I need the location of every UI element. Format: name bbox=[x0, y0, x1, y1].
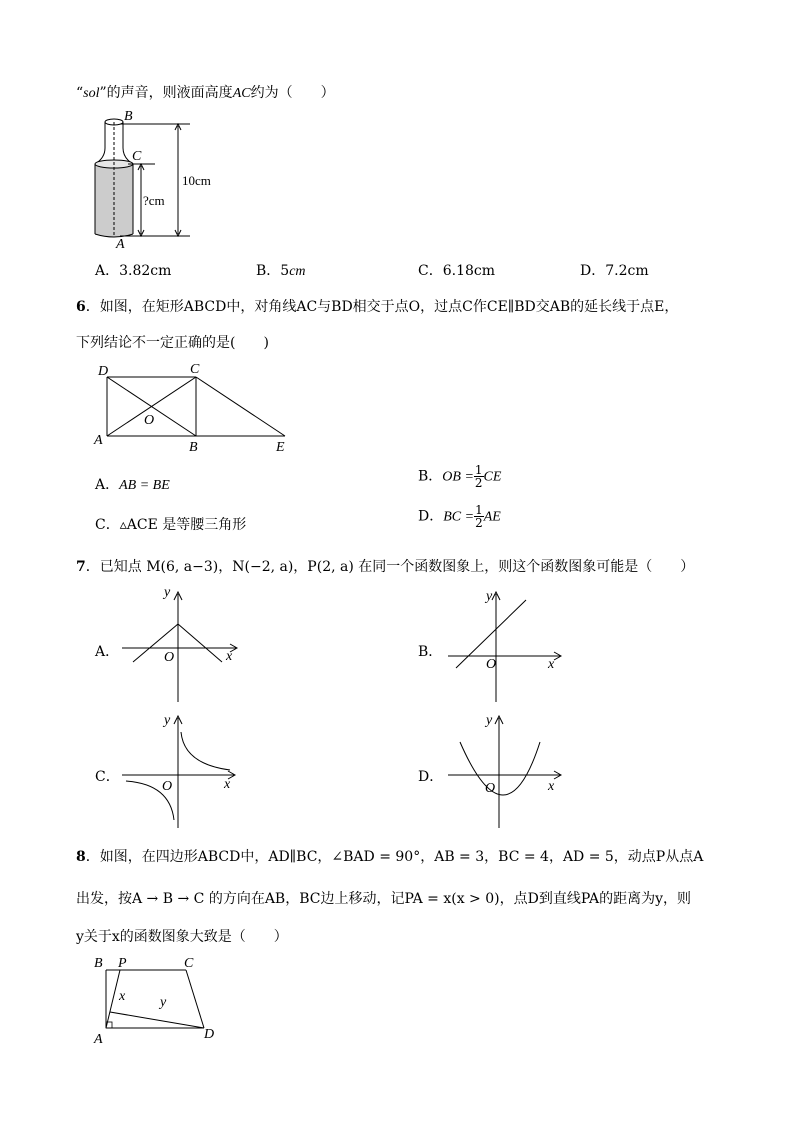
q6-option-d-left: BC = bbox=[443, 509, 475, 525]
q5-option-b-label: B． bbox=[256, 263, 281, 279]
q5-label-a: A bbox=[116, 237, 125, 252]
q7-stem-text: ．已知点 M(6, a−3)，N(−2, a)，P(2, a) 在同一个函数图象上，则这个函数图象可能是（ ） bbox=[85, 559, 695, 575]
q8-label-b: B bbox=[94, 956, 103, 971]
q5-option-b[interactable] bbox=[256, 260, 306, 280]
q7-graph-b[interactable] bbox=[444, 588, 574, 708]
q6-label-c: C bbox=[190, 362, 200, 377]
q6-label-b: B bbox=[189, 440, 198, 455]
q6-option-d-num: 1 bbox=[475, 503, 483, 517]
q5-option-c[interactable]: C．6.18cm bbox=[418, 263, 495, 279]
q6-option-d-label: D． bbox=[418, 508, 444, 525]
q6-option-b-left: OB = bbox=[442, 469, 474, 485]
q6-label-e: E bbox=[276, 440, 285, 455]
q6-label-d: D bbox=[98, 364, 109, 379]
q6-option-d[interactable] bbox=[418, 504, 501, 529]
q7-d-y-label: y bbox=[486, 713, 493, 728]
q5-option-d[interactable]: D．7.2cm bbox=[580, 263, 649, 279]
q6-option-a-label: A． bbox=[95, 477, 120, 493]
q7-a-y-label: y bbox=[164, 585, 171, 600]
q6-rectangle-figure bbox=[90, 360, 300, 456]
q7-a-origin: O bbox=[164, 650, 175, 665]
q6-stem-line2: 下列结论不一定正确的是( ) bbox=[76, 335, 269, 351]
q7-option-c-label[interactable]: C． bbox=[95, 769, 120, 785]
q5-ac: AC bbox=[232, 86, 251, 101]
q7-c-y-label: y bbox=[164, 713, 171, 728]
q8-label-d: D bbox=[204, 1027, 215, 1042]
q7-stem bbox=[76, 556, 694, 576]
q6-stem-line1 bbox=[76, 296, 678, 316]
q6-option-a[interactable] bbox=[95, 474, 170, 494]
q5-label-c: C bbox=[132, 149, 142, 164]
q5-open-quote: “ bbox=[76, 85, 84, 101]
q6-option-b-fraction bbox=[474, 464, 484, 489]
q6-option-a-text: AB = BE bbox=[119, 478, 170, 493]
q6-option-c[interactable] bbox=[95, 514, 246, 534]
q5-label-b: B bbox=[124, 109, 133, 124]
q8-stem-line1 bbox=[76, 846, 703, 866]
q5-stem-rest: ”的声音，则液面高度 bbox=[99, 85, 233, 101]
q7-b-x-label: x bbox=[548, 657, 555, 672]
q8-stem-line2: 出发，按A → B → C 的方向在AB，BC边上移动，记PA = x(x > 0)，点D到直线PA的距离为y，则 bbox=[76, 891, 691, 907]
q8-label-y: y bbox=[160, 995, 167, 1010]
q7-option-d-label[interactable]: D． bbox=[418, 769, 444, 785]
q6-option-c-text: ▵ACE 是等腰三角形 bbox=[119, 517, 247, 533]
q5-option-a[interactable]: A．3.82cm bbox=[95, 263, 172, 279]
q5-label-qcm: ?cm bbox=[143, 193, 165, 208]
q7-graph-d[interactable] bbox=[444, 712, 574, 832]
q8-label-p: P bbox=[118, 956, 127, 971]
q7-a-x-label: x bbox=[226, 649, 233, 664]
q8-quadrilateral-figure bbox=[90, 950, 230, 1045]
q5-sol: sol bbox=[83, 86, 100, 101]
q5-bottle-figure bbox=[80, 108, 230, 252]
q6-label-o: O bbox=[144, 413, 155, 428]
q7-option-b-label[interactable]: B． bbox=[418, 644, 443, 660]
q8-line1-text: ．如图，在四边形ABCD中，AD∥BC，∠BAD = 90°，AB = 3，BC = 4，AD = 5，动点P从点A bbox=[85, 849, 704, 865]
q6-option-b-num: 1 bbox=[474, 463, 483, 477]
q6-line1-text: ．如图，在矩形ABCD中，对角线AC与BD相交于点O，过点C作CE∥BD交AB的延长线于点E， bbox=[85, 299, 679, 315]
q8-stem-line3: y关于x的函数图象大致是（ ） bbox=[76, 929, 288, 945]
q7-d-x-label: x bbox=[548, 779, 555, 794]
q7-option-a-label[interactable]: A． bbox=[95, 644, 120, 660]
q5-label-10cm: 10cm bbox=[182, 173, 211, 188]
q8-label-c: C bbox=[184, 956, 194, 971]
q7-c-x-label: x bbox=[224, 777, 231, 792]
q7-b-y-label: y bbox=[486, 589, 493, 604]
q6-option-c-label: C． bbox=[95, 517, 120, 533]
q6-option-d-right: AE bbox=[483, 509, 501, 525]
q6-option-b-label: B． bbox=[418, 468, 443, 485]
q7-b-origin: O bbox=[486, 657, 497, 672]
q7-d-origin: O bbox=[485, 781, 496, 796]
q8-label-x: x bbox=[119, 989, 126, 1004]
q8-number: 8 bbox=[76, 849, 86, 865]
q5-option-b-unit: cm bbox=[289, 264, 306, 279]
q7-number: 7 bbox=[76, 559, 86, 575]
q5-option-b-value: 5 bbox=[280, 263, 290, 279]
q6-option-b[interactable] bbox=[418, 464, 501, 489]
q7-graph-c[interactable] bbox=[118, 712, 248, 832]
q5-stem-tail: 约为（ ） bbox=[250, 85, 335, 101]
q6-label-a: A bbox=[94, 433, 103, 448]
q7-c-origin: O bbox=[162, 779, 173, 794]
q6-option-b-right: CE bbox=[483, 469, 502, 485]
q8-label-a: A bbox=[94, 1032, 103, 1047]
q6-option-d-den: 2 bbox=[475, 516, 483, 530]
q6-option-b-den: 2 bbox=[474, 476, 483, 490]
q5-stem bbox=[76, 82, 335, 102]
q7-graph-a[interactable] bbox=[118, 585, 248, 708]
q6-option-d-fraction bbox=[474, 504, 484, 529]
q6-number: 6 bbox=[76, 299, 86, 315]
